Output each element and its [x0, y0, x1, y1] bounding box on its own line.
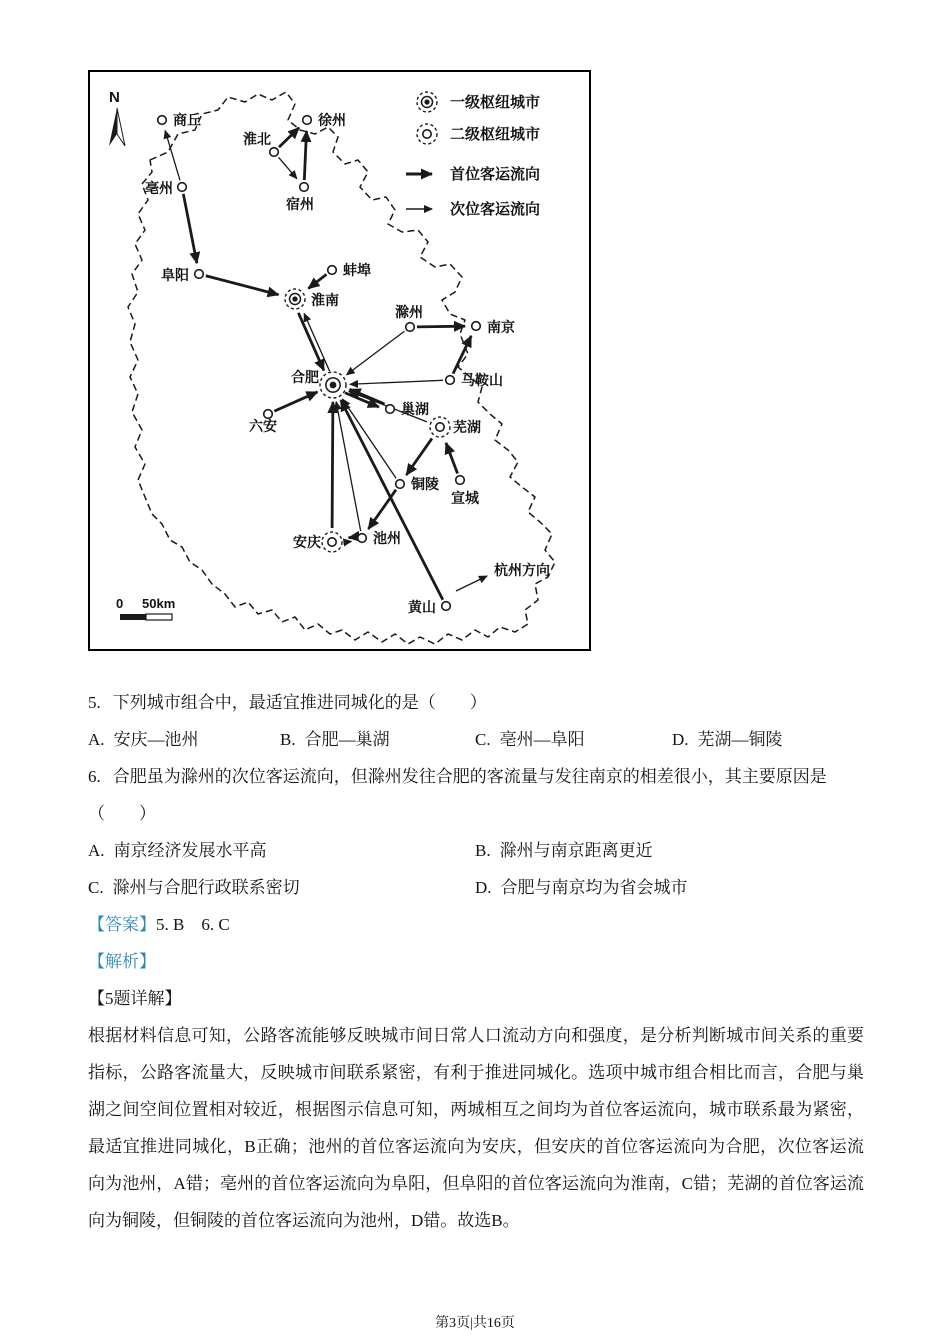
hub2-marker: [423, 130, 431, 138]
scale-zero-label: 0: [116, 596, 124, 611]
city-label: 六安: [249, 418, 277, 434]
city-marker: [386, 405, 395, 414]
page-footer: 第3页|共16页: [435, 1316, 515, 1331]
city-label: 商丘: [173, 112, 201, 128]
city-label: 滁州: [395, 304, 423, 320]
city-label: 巢湖: [401, 401, 429, 417]
city-marker: [442, 602, 451, 611]
question-5-number: 5.: [88, 693, 101, 712]
compass-needle: [117, 108, 125, 146]
scale-bar: [146, 614, 172, 620]
primary-flow-arrow: [298, 313, 323, 371]
question-5-options: [88, 721, 864, 758]
scale-bar: [120, 614, 146, 620]
primary-flow-arrow: [368, 490, 396, 529]
question-6-stem-cont: （ ）: [88, 804, 156, 823]
question-6-stem: [88, 758, 864, 795]
answer-tag: 【答案】: [88, 915, 156, 934]
city-label: 铜陵: [411, 476, 439, 492]
secondary-flow-arrow: [304, 314, 329, 372]
city-marker: [178, 183, 187, 192]
secondary-flow-arrow: [350, 380, 443, 384]
city-label: 马鞍山: [461, 372, 503, 388]
question-6-number: 6.: [88, 767, 101, 786]
city-marker: [358, 534, 367, 543]
legend-label: 首位客运流向: [450, 166, 541, 183]
primary-flow-arrow: [349, 537, 355, 538]
secondary-flow-arrow: [279, 157, 297, 178]
city-marker: [195, 270, 204, 279]
legend-label: 次位客运流向: [450, 201, 541, 218]
primary-flow-arrow: [417, 326, 465, 327]
option-5c: C. 亳州—阜阳: [475, 730, 585, 749]
city-marker: [396, 480, 405, 489]
detail-tag-line: [88, 980, 864, 1017]
primary-flow-arrow: [446, 443, 458, 474]
option-5d: D. 芜湖—铜陵: [672, 730, 783, 749]
analysis-paragraph: 根据材料信息可知，公路客流能够反映城市间日常人口流动方向和强度，是分析判断城市间关系的重要指标，公路客流量大，反映城市间联系紧密，有利于推进同城化。选项中城市组合相比而言，合肥与巢湖之间空间位置相对较近，根据图示信息可知，两城相互之间均为首位客运流向，城市联系最为紧密，最适宜推进同城化，B正确；池州的首位客运流向为安庆，但安庆的首位客运流向为合肥，次位客运流向为池州，A错；亳州的首位客运流向为阜阳，但阜阳的首位客运流向为淮南，C错；芜湖的首位客运流向为铜陵，但铜陵的首位客运流向为池州，D错。故选B。: [88, 1026, 864, 1230]
question-5-text: 下列城市组合中，最适宜推进同城化的是（ ）: [112, 693, 487, 712]
option-6a: A. 南京经济发展水平高: [88, 841, 267, 860]
hub2-marker: [328, 538, 336, 546]
city-label: 宿州: [286, 196, 314, 212]
answer-text: 5. B 6. C: [156, 915, 230, 934]
secondary-flow-arrow: [346, 541, 351, 542]
primary-flow-arrow: [304, 131, 306, 180]
anhui-passenger-flow-map: [90, 72, 589, 649]
answer-line: [88, 906, 864, 943]
option-5b: B. 合肥—巢湖: [280, 730, 390, 749]
question-6-options-row1: [88, 832, 864, 869]
hub1-marker: [292, 296, 297, 301]
compass-needle: [109, 108, 117, 146]
analysis-tag: 【解析】: [88, 952, 156, 971]
city-label: 合肥: [291, 369, 319, 385]
legend-label: 一级枢纽城市: [450, 94, 541, 111]
hangzhou-direction-arrow: [456, 576, 487, 591]
city-label: 阜阳: [161, 267, 189, 283]
city-label: 淮南: [311, 292, 339, 308]
primary-flow-arrow: [183, 194, 197, 263]
city-marker: [456, 476, 465, 485]
city-marker: [300, 183, 309, 192]
city-marker: [328, 266, 337, 275]
city-marker: [264, 410, 273, 419]
option-6b: B. 滁州与南京距离更近: [475, 841, 653, 860]
city-label: 徐州: [318, 112, 346, 128]
map-figure: [88, 70, 591, 651]
city-label: 黄山: [408, 599, 436, 615]
city-label: 池州: [373, 530, 401, 546]
city-label: 安庆: [293, 534, 321, 550]
hub1-marker: [424, 99, 429, 104]
question-5-stem: [88, 684, 864, 721]
scale-distance-label: 50km: [142, 596, 176, 611]
hub1-marker: [330, 382, 337, 389]
city-label: 芜湖: [453, 419, 481, 435]
detail-tag: 【5题详解】: [88, 989, 182, 1008]
hub2-marker: [436, 423, 444, 431]
city-marker: [270, 148, 279, 157]
question-6-text: 合肥虽为滁州的次位客运流向，但滁州发往合肥的客流量与发往南京的相差很小，其主要原因是: [112, 767, 827, 786]
city-marker: [472, 322, 481, 331]
primary-flow-arrow: [308, 274, 326, 288]
city-label: 蚌埠: [343, 262, 371, 278]
secondary-flow-arrow: [347, 331, 405, 375]
city-label: 亳州: [145, 180, 173, 196]
primary-flow-arrow: [279, 128, 299, 147]
primary-flow-arrow: [406, 438, 432, 475]
option-6d: D. 合肥与南京均为省会城市: [475, 878, 688, 897]
option-5a: A. 安庆—池州: [88, 730, 199, 749]
city-marker: [406, 323, 415, 332]
secondary-flow-arrow: [165, 131, 180, 181]
question-area: [88, 684, 864, 1239]
city-label: 淮北: [243, 131, 271, 147]
primary-flow-arrow: [274, 392, 317, 411]
analysis-tag-line: [88, 943, 864, 980]
hangzhou-direction-label: 杭州方向: [494, 562, 550, 578]
city-label: 南京: [487, 319, 515, 335]
city-label: 宣城: [451, 490, 479, 506]
compass-label: N: [109, 89, 120, 106]
primary-flow-arrow: [332, 402, 333, 528]
legend-label: 二级枢纽城市: [450, 126, 541, 143]
option-6c: C. 滁州与合肥行政联系密切: [88, 878, 300, 897]
city-marker: [158, 116, 167, 125]
question-6-options-row2: [88, 869, 864, 906]
primary-flow-arrow: [453, 336, 471, 374]
primary-flow-arrow: [341, 400, 443, 600]
city-marker: [446, 376, 455, 385]
city-marker: [303, 116, 312, 125]
primary-flow-arrow: [206, 276, 279, 295]
